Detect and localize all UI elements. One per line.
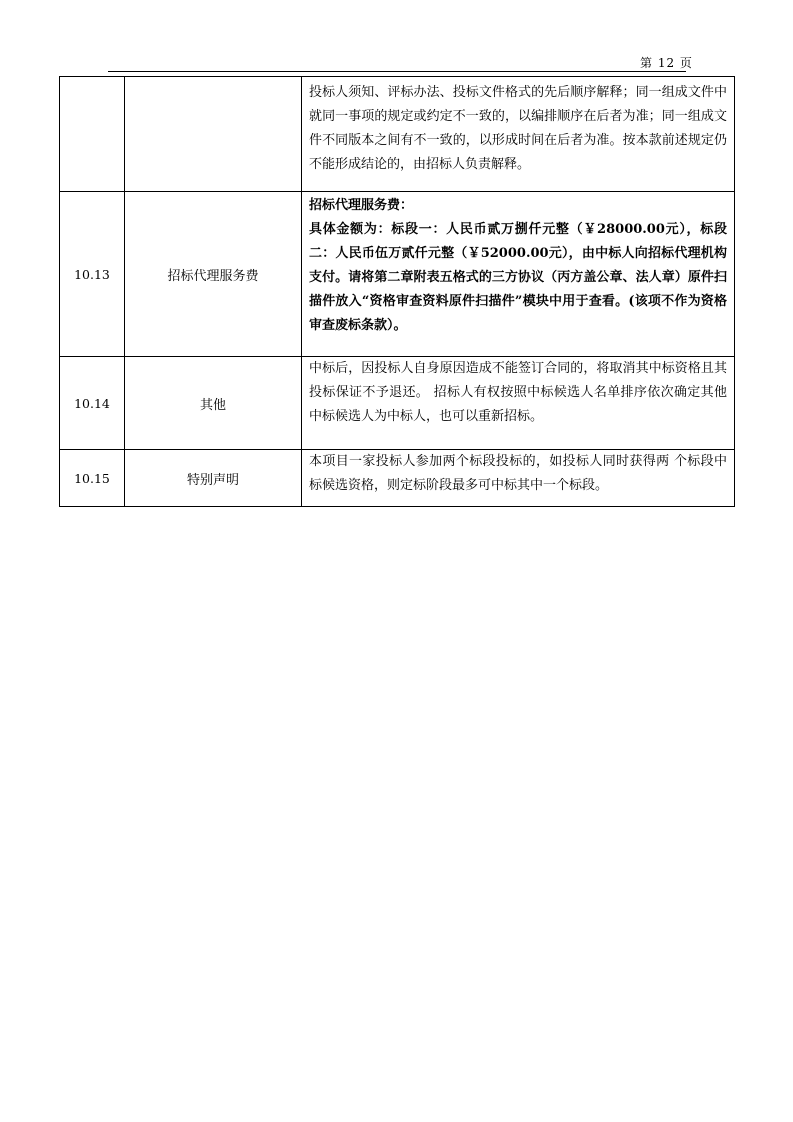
- clause-number: [60, 77, 125, 192]
- table-row: [60, 77, 735, 192]
- clause-content-text: 投标人须知、评标办法、投标文件格式的先后顺序解释；同一组成文件中就同一事项的规定或约定不一致的，以编排顺序在后者为准；同一组成文件不同版本之间有不一致的，以形成时间在后者为准。按本款前述规定仍不能形成结论的，由招标人负责解释。: [309, 85, 727, 172]
- clause-number: 10.13: [60, 192, 125, 357]
- header-rule: [108, 71, 686, 72]
- clause-item: 招标代理服务费: [125, 192, 302, 357]
- table-row: [60, 450, 735, 507]
- clause-number: 10.14: [60, 357, 125, 450]
- clause-content: [302, 77, 735, 192]
- clause-content-text: 中标后，因投标人自身原因造成不能签订合同的，将取消其中标资格且其投标保证不予退还。 招标人有权按照中标候选人名单排序依次确定其他中标候选人为中标人，也可以重新招标。: [309, 361, 727, 424]
- table-row: [60, 192, 735, 357]
- clause-content-text: 具体金额为：标段一：人民币贰万捌仟元整（￥28000.00元），标段二：人民币伍万贰仟元整（￥52000.00元），由中标人向招标代理机构支付。请将第二章附表五格式的三方协议（丙方盖公章、法人章）原件扫描件放入“资格审查资料原件扫描件”模块中用于查看。(该项不作为资格审查废标条款）。: [309, 222, 727, 333]
- clause-item: [125, 77, 302, 192]
- clause-item: 其他: [125, 357, 302, 450]
- clause-content-title: 招标代理服务费：: [309, 198, 414, 213]
- table-row: [60, 357, 735, 450]
- clause-item: 特别声明: [125, 450, 302, 507]
- clause-content: [302, 192, 735, 357]
- clause-content-text: 本项目一家投标人参加两个标段投标的，如投标人同时获得两 个标段中标候选资格，则定标阶段最多可中标其中一个标段。: [309, 454, 727, 493]
- clause-content: [302, 450, 735, 507]
- clause-number: 10.15: [60, 450, 125, 507]
- page-number: 第 12 页: [640, 56, 693, 70]
- clause-table: [59, 76, 735, 507]
- clause-content: [302, 357, 735, 450]
